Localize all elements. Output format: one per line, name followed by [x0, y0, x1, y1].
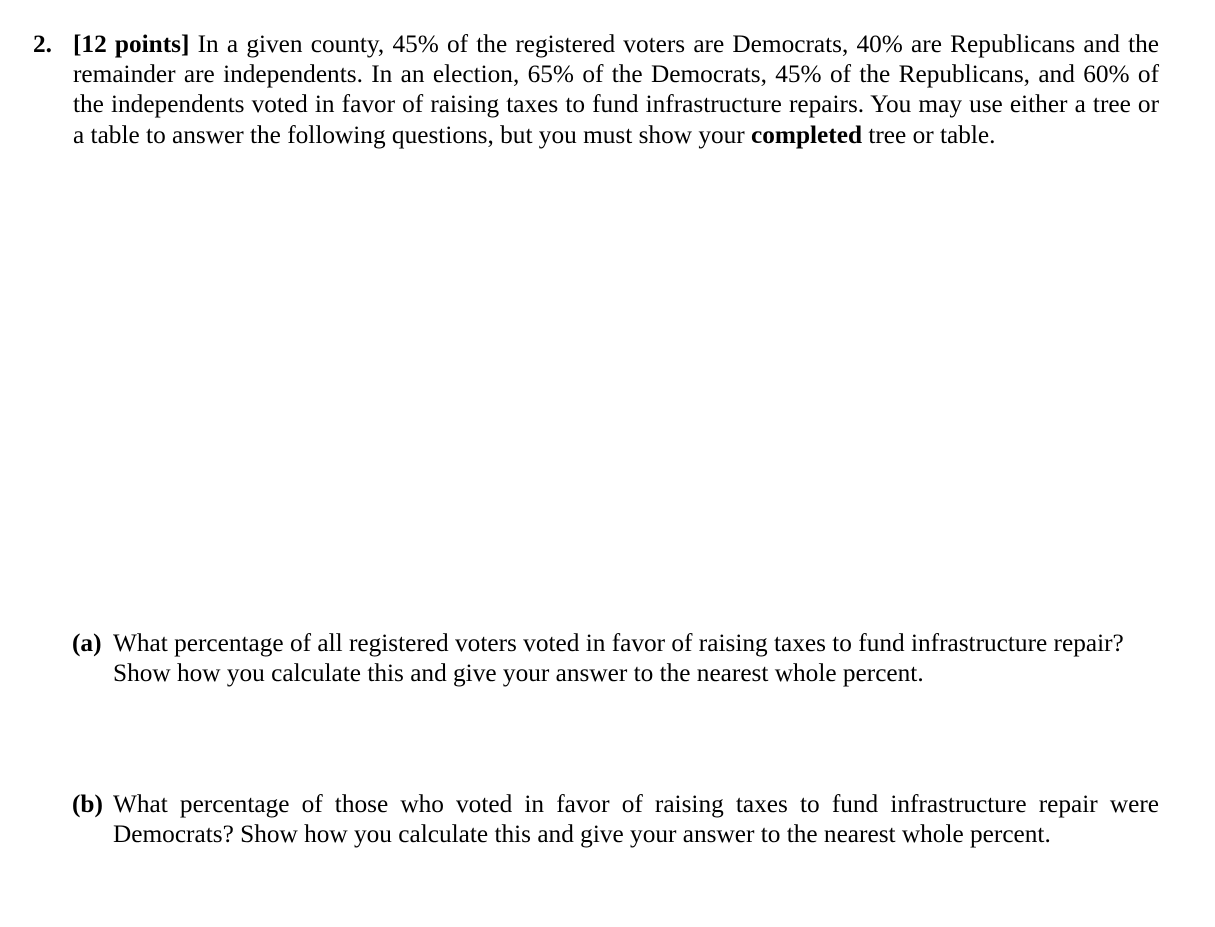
part-b-prompt: What percentage of those who voted in favor of raising taxes to fund infrastructure repair were Democrats? Show how you calculate this and give your answer to the nearest whole percent.	[113, 790, 1159, 849]
question-points: [12 points]	[73, 30, 190, 58]
part-b	[72, 789, 1159, 849]
question-text-part2: tree or table.	[862, 120, 996, 149]
question-number: 2.	[33, 30, 52, 58]
part-a-line-1: What percentage of all registered voters voted in favor of raising taxes to fund infrastructure repair?	[113, 629, 1124, 657]
question-emphasis: completed	[751, 120, 863, 149]
part-a	[72, 628, 1159, 688]
question-text-part1: In a given county, 45% of the registered voters are Democrats, 40% are Republicans and the remainder are independents. In an election, 65% of the Democrats, 45% of the Republicans, and 60% of the independents voted in favor of raising taxes to fund infrastructure repairs. You may use either a tree or a table to answer the following questions, but you must show your	[73, 30, 1159, 149]
part-b-label: (b)	[72, 790, 103, 818]
part-a-prompt	[113, 628, 1159, 688]
question-prompt	[73, 29, 1159, 150]
answer-work-space	[72, 200, 1159, 600]
part-a-label: (a)	[72, 629, 102, 657]
question-2	[33, 29, 1159, 150]
part-a-line-2: Show how you calculate this and give your answer to the nearest whole percent.	[113, 659, 924, 688]
